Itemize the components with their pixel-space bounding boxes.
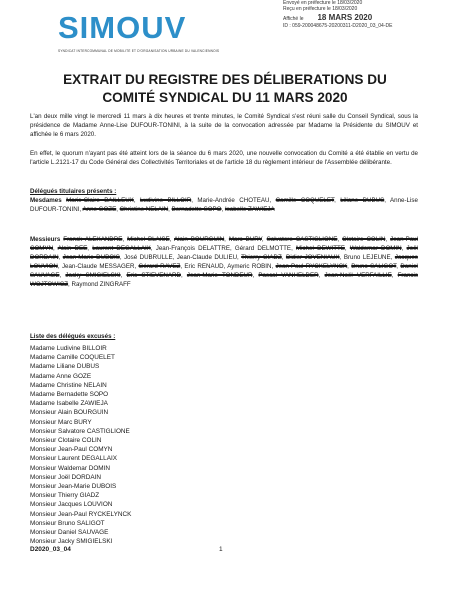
delegate-name: Marie-Andrée CHOTEAU [197, 197, 270, 204]
delegate-name: Ludivine BILLOIR [139, 197, 192, 204]
delegate-name: Raymond ZINGRAFF [71, 280, 131, 288]
excused-delegate: Monsieur Bruno SALIGOT [30, 519, 105, 527]
delegate-name: Isabelle ZAWIEJA [224, 205, 275, 213]
document-reference: D2020_03_04 [30, 546, 71, 553]
delegate-name: Jacky SMIGIELSKI [65, 271, 121, 279]
excused-delegate: Monsieur Jacques LOUVION [30, 501, 113, 509]
delegate-name: Michel DEWITTE [295, 244, 345, 252]
stamp-date: 18 MARS 2020 [317, 12, 373, 22]
document-title-line-1: EXTRAIT DU REGISTRE DES DÉLIBERATIONS DU [63, 72, 387, 87]
delegate-name: Gérard RAVEZ [138, 262, 181, 270]
stamp-line: Reçu en préfecture le 18/03/2020 [283, 6, 358, 13]
excused-delegate: Monsieur Jean-Marie DUBOIS [30, 483, 117, 491]
delegate-name: Jacques LOUVION [30, 253, 418, 270]
excused-delegate: Madame Liliane DUBUS [30, 363, 100, 371]
delegate-name: Bruno LEJEUNE [343, 253, 391, 261]
excused-delegate: Monsieur Waldemar DOMIN [30, 464, 111, 472]
delegate-name: Joël DORDAIN [30, 244, 418, 261]
delegate-name: Laurent DEGALLAIX [92, 244, 151, 252]
intro-paragraph: L'an deux mille vingt le mercredi 11 mars à dix heures et trente minutes, le Comité Syndical s'est réuni salle du Conseil Syndical, sous la présidence de Madame Anne-Lise DUFOUR-TONINI, à la suite de la convocation adressée par Madame la Présidente du SIMOUV et affichée le 6 mars 2020. [30, 113, 418, 138]
delegate-name: Jean-Claude DULIEU [176, 253, 238, 261]
excused-delegate: Monsieur Salvatore CASTIGLIONE [30, 427, 130, 435]
prefecture-stamp [283, 0, 448, 29]
delegate-name: Jean-Noël VERFAILLIE [324, 271, 392, 279]
present-heading: Délégués titulaires présents : [30, 188, 117, 195]
delegate-name: Liliane DUBUS [340, 197, 385, 204]
stamp-id: ID : 059-200048675-20200311-D2020_03_04-DE [283, 22, 393, 29]
excused-delegate: Monsieur Jacky SMIGIELSKI [30, 538, 113, 546]
delegate-name: Alain DEE [57, 244, 88, 252]
delegate-name: Eric STIEVENARD [126, 271, 181, 279]
delegate-name: Pascal VANHELDER [258, 271, 319, 279]
excused-delegate: Monsieur Jean-Paul RYCKELYNCK [30, 510, 132, 518]
delegate-name: Bernadette SOPO [171, 205, 222, 213]
delegate-name: José DUBRULLE [124, 253, 173, 261]
delegate-name: Gérard DELMOTTE [234, 244, 292, 252]
excused-delegate: Monsieur Daniel SAUVAGE [30, 529, 109, 537]
excused-list [30, 344, 131, 546]
delegate-name: Didier JOVENIAUX [285, 253, 340, 261]
delegate-name: Thierry GIADZ [241, 253, 282, 261]
delegate-name: Jean-Marie DUBOIS [62, 253, 120, 261]
stamp-line: Envoyé en préfecture le 18/03/2020 [283, 0, 363, 6]
delegate-name: Jean-Marie TONDEUR [186, 271, 253, 279]
excused-delegate: Madame Bernadette SOPO [30, 391, 109, 399]
excused-heading: Liste des délégués excusés : [30, 333, 116, 340]
simouv-logo: SIMOUV [58, 10, 187, 45]
mesdames-label: Mesdames [30, 197, 62, 204]
delegate-name: Michel BLAISE [127, 236, 170, 243]
delegate-name: Alain BOURGUIN [174, 236, 225, 243]
delegate-name: Bruno SALIGOT [351, 262, 397, 270]
excused-delegate: Monsieur Alain BOURGUIN [30, 409, 109, 417]
quorum-paragraph: En effet, le quorum n'ayant pas été atteint lors de la séance du 6 mars 2020, une nouvelle convocation du Comité a été établie en vertu de l'article L.2121-17 du Code Général des Collectivités Territoriales et de l'article 18 du règlement intérieur de l'Assemblée délibérante. [30, 150, 418, 166]
delegate-name: Eric RENAUD [184, 262, 224, 270]
excused-delegate: Monsieur Marc BURY [30, 418, 92, 426]
excused-delegate: Monsieur Clotaire COLIN [30, 437, 102, 445]
delegate-name: Marie-Claire BAILLEUX [66, 197, 134, 204]
messieurs-label: Messieurs [30, 236, 61, 243]
delegate-name: Christine NELAIN [119, 205, 169, 213]
delegate-name: Francis WOJTOWICZ [30, 271, 418, 288]
delegate-name: Waldemar DOMIN [349, 244, 402, 252]
delegate-name: Anne-Lise DUFOUR-TONINI [30, 197, 418, 213]
delegate-name: Jean-Claude MESSAGER [61, 262, 135, 270]
delegate-name: Salvatore CASTIGLIONE [266, 236, 338, 243]
delegate-name: Jean-Paul COMYN [30, 236, 418, 252]
excused-delegate: Monsieur Laurent DEGALLAIX [30, 455, 118, 463]
page-number: 1 [219, 546, 223, 553]
mesdames-list: Mesdames Marie-Claire BAILLEUX, Ludivine BILLOIR, Marie-Andrée CHOTEAU, Camille COQUELET, Liliane DUBUS, Anne-Lise DUFOUR-TONINI, Anne GOZE, Christine NELAIN, Bernadette SOPO, Isabelle ZAWIEJA [30, 197, 418, 213]
delegate-name: Clotaire COLIN [342, 236, 386, 243]
logo-subtitle: SYNDICAT INTERCOMMUNAL DE MOBILITÉ ET D'ORGANISATION URBAINE DU VALENCIENNOIS [58, 49, 220, 53]
delegate-name: Anne GOZE [82, 205, 117, 213]
excused-delegate: Monsieur Thierry GIADZ [30, 492, 100, 500]
excused-delegate: Madame Camille COQUELET [30, 354, 115, 362]
messieurs-list: Messieurs Franck ALEXANDRE, Michel BLAISE, Alain BOURGUIN, Marc BURY, Salvatore CASTIGLIONE, Clotaire COLIN, Jean-Paul COMYN, Alain DEE, Laurent DEGALLAIX, Jean-François DELATTRE, Gérard DELMOTTE, Michel DEWITTE, Waldemar DOMIN, Joël DORDAIN, Jean-Marie DUBOIS, José DUBRULLE, Jean-Claude DULIEU, Thierry GIADZ, Didier JOVENIAUX, Bruno LEJEUNE, Jacques LOUVION, Jean-Claude MESSAGER, Gérard RAVEZ, Eric RENAUD, Aymeric ROBIN, Jean-Paul RYCKELYNCK, Bruno SALIGOT, Daniel SAUVAGE, Jacky SMIGIELSKI, Eric STIEVENARD, Jean-Marie TONDEUR, Pascal VANHELDER, Jean-Noël VERFAILLIE, Francis WOJTOWICZ, Raymond ZINGRAFF [30, 236, 418, 288]
excused-delegate: Madame Anne GOZE [30, 372, 92, 380]
excused-delegate: Monsieur Joël DORDAIN [30, 473, 102, 481]
document-title-line-2: COMITÉ SYNDICAL DU 11 MARS 2020 [102, 90, 348, 105]
excused-delegate: Madame Christine NELAIN [30, 381, 107, 389]
stamp-affiche-label: Affiché le [283, 15, 304, 22]
delegate-name: Jean-Paul RYCKELYNCK [275, 262, 348, 270]
stamp-line [283, 13, 448, 23]
delegate-name: Marc BURY [228, 236, 262, 243]
delegate-name: Daniel SAUVAGE [30, 262, 418, 279]
delegate-name: Franck ALEXANDRE [63, 236, 123, 243]
excused-delegate: Madame Isabelle ZAWIEJA [30, 400, 108, 408]
excused-delegate: Monsieur Jean-Paul COMYN [30, 446, 113, 454]
delegate-name: Camille COQUELET [275, 197, 335, 204]
excused-delegate: Madame Ludivine BILLOIR [30, 345, 107, 352]
delegate-name: Aymeric ROBIN [227, 262, 272, 270]
delegate-name: Jean-François DELATTRE [155, 244, 230, 252]
